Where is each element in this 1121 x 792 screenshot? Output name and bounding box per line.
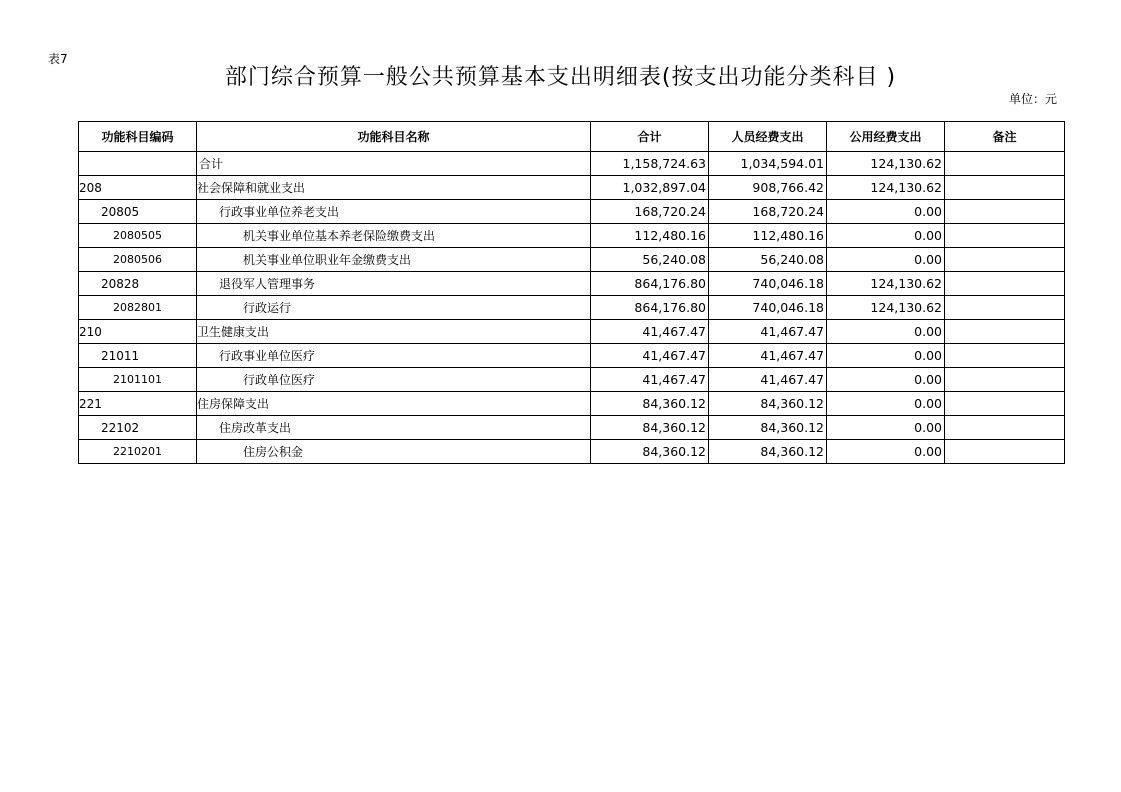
table-number: 表7 (48, 52, 68, 66)
cell-public: 124,130.62 (827, 296, 945, 320)
cell-personnel: 740,046.18 (709, 296, 827, 320)
cell-name: 机关事业单位基本养老保险缴费支出 (197, 224, 591, 248)
unit-label: 单位：元 (1008, 92, 1057, 106)
table-row (79, 224, 1065, 248)
cell-name: 机关事业单位职业年金缴费支出 (197, 248, 591, 272)
cell-public: 0.00 (827, 392, 945, 416)
cell-name: 行政事业单位医疗 (197, 344, 591, 368)
cell-code: 20805 (79, 200, 197, 224)
table-header-row (79, 122, 1065, 152)
cell-total: 84,360.12 (591, 392, 709, 416)
cell-note (945, 152, 1065, 176)
cell-total: 168,720.24 (591, 200, 709, 224)
cell-code: 22102 (79, 416, 197, 440)
cell-public: 0.00 (827, 224, 945, 248)
cell-code: 21011 (79, 344, 197, 368)
cell-note (945, 344, 1065, 368)
cell-personnel: 168,720.24 (709, 200, 827, 224)
cell-total: 112,480.16 (591, 224, 709, 248)
cell-personnel: 56,240.08 (709, 248, 827, 272)
table-row (79, 440, 1065, 464)
cell-code: 2101101 (79, 368, 197, 392)
cell-total: 56,240.08 (591, 248, 709, 272)
cell-total: 1,032,897.04 (591, 176, 709, 200)
cell-name: 行政单位医疗 (197, 368, 591, 392)
cell-name: 行政运行 (197, 296, 591, 320)
cell-code: 20828 (79, 272, 197, 296)
cell-code: 2082801 (79, 296, 197, 320)
cell-name: 住房公积金 (197, 440, 591, 464)
cell-name: 行政事业单位养老支出 (197, 200, 591, 224)
table-row (79, 272, 1065, 296)
cell-public: 0.00 (827, 248, 945, 272)
cell-personnel: 84,360.12 (709, 440, 827, 464)
cell-public: 0.00 (827, 368, 945, 392)
col-header-name: 功能科目名称 (197, 122, 591, 152)
table-row (79, 416, 1065, 440)
cell-total: 864,176.80 (591, 296, 709, 320)
cell-personnel: 41,467.47 (709, 368, 827, 392)
table-row (79, 176, 1065, 200)
cell-note (945, 392, 1065, 416)
cell-public: 0.00 (827, 416, 945, 440)
cell-name: 卫生健康支出 (197, 320, 591, 344)
col-header-code: 功能科目编码 (79, 122, 197, 152)
cell-public: 124,130.62 (827, 272, 945, 296)
cell-note (945, 272, 1065, 296)
col-header-note: 备注 (945, 122, 1065, 152)
cell-code: 210 (79, 320, 197, 344)
cell-name: 退役军人管理事务 (197, 272, 591, 296)
cell-public: 0.00 (827, 320, 945, 344)
cell-name: 住房改革支出 (197, 416, 591, 440)
cell-personnel: 740,046.18 (709, 272, 827, 296)
cell-name: 住房保障支出 (197, 392, 591, 416)
cell-personnel: 84,360.12 (709, 416, 827, 440)
col-header-public: 公用经费支出 (827, 122, 945, 152)
cell-personnel: 1,034,594.01 (709, 152, 827, 176)
cell-note (945, 368, 1065, 392)
cell-public: 124,130.62 (827, 152, 945, 176)
cell-public: 0.00 (827, 200, 945, 224)
cell-note (945, 440, 1065, 464)
table-row (79, 248, 1065, 272)
cell-code (79, 152, 197, 176)
table-row (79, 320, 1065, 344)
cell-name: 社会保障和就业支出 (197, 176, 591, 200)
col-header-personnel: 人员经费支出 (709, 122, 827, 152)
cell-code: 2080506 (79, 248, 197, 272)
cell-total: 41,467.47 (591, 320, 709, 344)
cell-note (945, 248, 1065, 272)
cell-public: 0.00 (827, 440, 945, 464)
table-row (79, 368, 1065, 392)
cell-total: 84,360.12 (591, 440, 709, 464)
cell-personnel: 84,360.12 (709, 392, 827, 416)
cell-code: 208 (79, 176, 197, 200)
cell-total: 1,158,724.63 (591, 152, 709, 176)
cell-total: 41,467.47 (591, 344, 709, 368)
cell-note (945, 200, 1065, 224)
cell-public: 124,130.62 (827, 176, 945, 200)
cell-total: 864,176.80 (591, 272, 709, 296)
cell-public: 0.00 (827, 344, 945, 368)
table-row (79, 344, 1065, 368)
cell-note (945, 320, 1065, 344)
cell-code: 2080505 (79, 224, 197, 248)
cell-total: 41,467.47 (591, 368, 709, 392)
cell-note (945, 296, 1065, 320)
table-row (79, 296, 1065, 320)
cell-note (945, 224, 1065, 248)
cell-personnel: 41,467.47 (709, 344, 827, 368)
budget-table (78, 121, 1065, 464)
table-row (79, 200, 1065, 224)
cell-note (945, 416, 1065, 440)
cell-total: 84,360.12 (591, 416, 709, 440)
table-row (79, 392, 1065, 416)
cell-personnel: 41,467.47 (709, 320, 827, 344)
cell-note (945, 176, 1065, 200)
table-row (79, 152, 1065, 176)
cell-name: 合计 (197, 152, 591, 176)
cell-code: 2210201 (79, 440, 197, 464)
cell-personnel: 112,480.16 (709, 224, 827, 248)
cell-code: 221 (79, 392, 197, 416)
table-body (79, 152, 1065, 464)
col-header-total: 合计 (591, 122, 709, 152)
cell-personnel: 908,766.42 (709, 176, 827, 200)
page-title: 部门综合预算一般公共预算基本支出明细表(按支出功能分类科目 ) (224, 65, 897, 90)
